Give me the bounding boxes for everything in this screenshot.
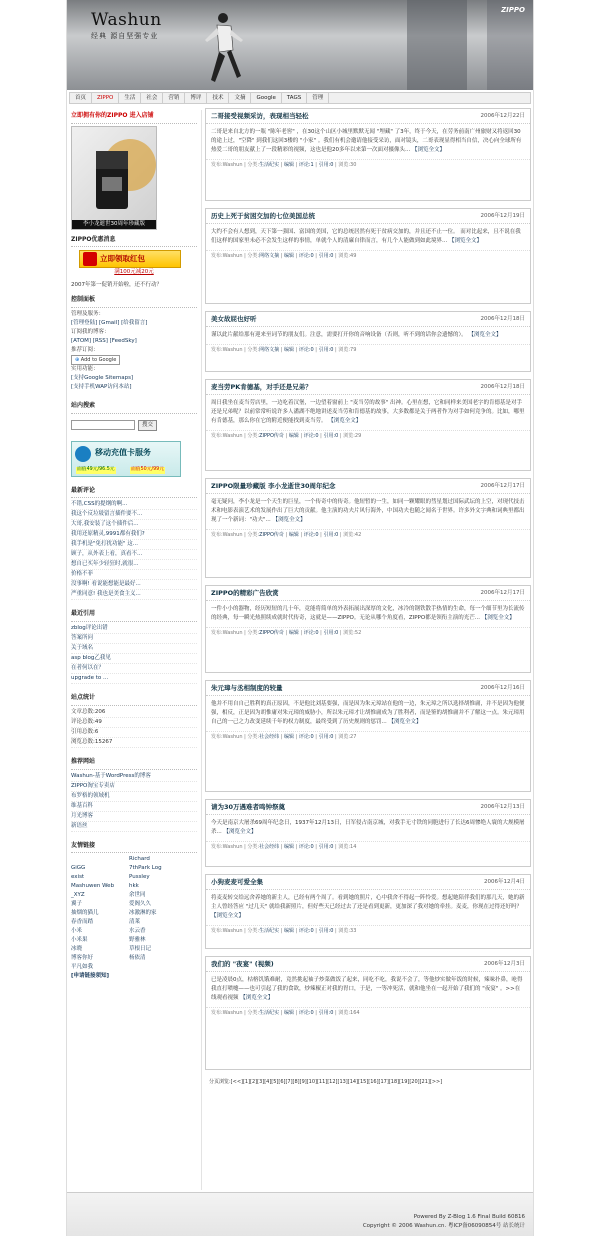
coupon-button-label: 立即领取红包 bbox=[100, 253, 145, 263]
post-comments-link[interactable]: 评论:0 bbox=[298, 1010, 314, 1017]
search-button[interactable]: 搜交 bbox=[138, 420, 157, 431]
post-trackback-link[interactable]: 引用:0 bbox=[323, 532, 339, 539]
friend-link[interactable]: 翼子 bbox=[71, 901, 83, 908]
comment-link[interactable]: 没事啊! 看说能想能是最好... bbox=[71, 580, 197, 590]
post-title[interactable]: 麦当劳PK肯德基，对手还是兄弟？ bbox=[211, 383, 312, 391]
post-category-link[interactable]: 生活纪实 bbox=[259, 162, 280, 169]
post-title[interactable]: ZIPPO限量珍藏版 李小龙逝世30周年纪念 bbox=[211, 482, 336, 490]
post-trackback-link[interactable]: 引用:0 bbox=[318, 734, 334, 741]
post-meta: 发布:Washun | 分类:ZIPPO传奇 | 编辑 | 评论:0 | 引用:0 | 浏览:52 bbox=[206, 627, 530, 639]
post-category-link[interactable]: 网络文摘 bbox=[259, 347, 280, 354]
post bbox=[205, 478, 531, 578]
nav-tags[interactable]: TAGS bbox=[282, 93, 307, 103]
control-label-admin: 管理及服务： bbox=[71, 311, 105, 318]
post-views: 浏览:29 bbox=[343, 433, 362, 440]
nav-tech[interactable]: 技术 bbox=[207, 93, 229, 103]
post-author: 发布:Washun bbox=[211, 844, 243, 851]
post-category-link[interactable]: 生活纪实 bbox=[259, 1010, 280, 1017]
read-more-link[interactable]: 【浏览全文】 bbox=[223, 829, 257, 836]
post-views: 浏览:79 bbox=[338, 347, 357, 354]
friend-link[interactable] bbox=[71, 855, 129, 864]
friend-link[interactable]: 爱阁久久 bbox=[129, 901, 152, 908]
post-excerpt: 今天是南京大屠杀69周年纪念日，1937年12月13日，日军侵占南京城，对我手无寸铁的同胞进行了长达6周惨绝人寰的大规模屠杀... bbox=[211, 820, 525, 836]
red-envelope-icon bbox=[83, 252, 97, 266]
google-plus-icon: ⊕ bbox=[75, 357, 80, 364]
post-date: 2006年12月18日 bbox=[480, 315, 525, 322]
post-comments-link[interactable]: 评论:1 bbox=[298, 162, 314, 169]
post-date: 2006年12月22日 bbox=[480, 112, 525, 119]
post-header bbox=[206, 479, 530, 494]
post-edit-link[interactable]: 编辑 bbox=[288, 630, 299, 637]
post-body bbox=[206, 224, 530, 248]
promo-title[interactable]: 立即拥有你的ZIPPO 进入店铺 bbox=[71, 110, 197, 124]
post-header bbox=[206, 109, 530, 124]
post-author: 发布:Washun bbox=[211, 1010, 243, 1017]
promo-image[interactable] bbox=[71, 126, 157, 230]
zippo-lighter-image bbox=[72, 127, 158, 231]
post bbox=[205, 585, 531, 673]
comment-link[interactable]: 想自已买年少轻狂时,就很... bbox=[71, 560, 197, 570]
post bbox=[205, 956, 531, 1070]
sitemap-link[interactable]: [支持Google Sitemaps] bbox=[71, 375, 134, 382]
friend-link[interactable]: 春香而踏 bbox=[71, 919, 94, 926]
post bbox=[205, 799, 531, 867]
friend-link[interactable]: 清莱 bbox=[129, 919, 141, 926]
comment-link[interactable]: 大哥,我安装了这个插件后... bbox=[71, 520, 197, 530]
friend-link[interactable]: 平凡如我 bbox=[71, 964, 94, 971]
post-comments-link[interactable]: 评论:0 bbox=[298, 253, 314, 260]
post-trackback-link[interactable]: 引用:0 bbox=[318, 928, 334, 935]
comment-link[interactable]: 不错,CSS的提纲的啊... bbox=[71, 500, 197, 510]
post-comments-link[interactable]: 评论:0 bbox=[303, 630, 319, 637]
post-category-link[interactable]: ZIPPO传奇 bbox=[259, 532, 284, 539]
site-slogan: 经典 源自坚强专业 bbox=[91, 32, 159, 40]
post-meta: 发布:Washun | 分类:ZIPPO传奇 | 编辑 | 评论:0 | 引用:0 | 浏览:29 bbox=[206, 430, 530, 442]
post-title[interactable]: 小狗麦麦可爱全集 bbox=[211, 878, 263, 886]
footer-powered: Powered By Z-Blog 1.6 Final Build 60816 bbox=[413, 1214, 525, 1220]
post-comments-link[interactable]: 评论:0 bbox=[303, 532, 319, 539]
post-header bbox=[206, 800, 530, 815]
add-to-google-label: Add to Google bbox=[80, 357, 117, 364]
post-header bbox=[206, 957, 530, 972]
trackback-link[interactable]: 答案所问 bbox=[71, 634, 197, 644]
stat-views: 浏览总数:15267 bbox=[71, 738, 197, 748]
search-title: 站内搜索 bbox=[71, 400, 197, 414]
post-author: 发布:Washun bbox=[211, 928, 243, 935]
read-more-link[interactable]: 【浏览全文】 bbox=[211, 913, 245, 920]
post-category-label: 分类: bbox=[247, 1010, 260, 1017]
post-author: 发布:Washun bbox=[211, 630, 243, 637]
mobile-topup-title: 移动充值卡服务 bbox=[95, 447, 151, 457]
post-title[interactable]: 我们的 "夜宴" (视频) bbox=[211, 960, 274, 968]
nav-blog-review[interactable]: 博评 bbox=[185, 93, 207, 103]
post-edit-link[interactable]: 编辑 bbox=[288, 532, 299, 539]
post-comments-link[interactable]: 评论:0 bbox=[303, 433, 319, 440]
column-divider bbox=[201, 110, 202, 1190]
trackback-link[interactable]: upgrade to ... bbox=[71, 674, 197, 684]
coupon-text: 2007年第一促销开始啦，还不行动？ bbox=[71, 282, 162, 289]
friend-link[interactable]: GiGG bbox=[71, 865, 86, 872]
post-trackback-link[interactable]: 引用:0 bbox=[323, 630, 339, 637]
post-category-label: 分类: bbox=[247, 734, 260, 741]
post-views: 浏览:164 bbox=[338, 1010, 360, 1017]
post-excerpt: 大约不会有人想到，天下第一强国、富国的美国，它的总统居然有死于贫病交加的，并且还不止一位。 而对比起来，且不说在我们这样的国家里未必不会发生这样的事情，单就个人的清廉自律而言，有几个人能做到如此境界... bbox=[211, 229, 521, 245]
post-trackback-link[interactable]: 引用:0 bbox=[318, 844, 334, 851]
coupon-button[interactable] bbox=[79, 250, 181, 268]
comment-link[interactable]: 我手机是"免打扰功能" 这... bbox=[71, 540, 197, 550]
nav-marketing[interactable]: 营销 bbox=[163, 93, 185, 103]
post-views: 浏览:49 bbox=[338, 253, 357, 260]
post-title[interactable]: ZIPPO的精彩广告欣赏 bbox=[211, 589, 279, 597]
nav-digest[interactable]: 文摘 bbox=[229, 93, 251, 103]
post-body bbox=[206, 696, 530, 729]
post-body bbox=[206, 601, 530, 625]
post bbox=[205, 208, 531, 304]
friend-link[interactable]: 小米 bbox=[71, 928, 83, 935]
post-category-label: 分类: bbox=[247, 433, 260, 440]
post-date: 2006年12月17日 bbox=[480, 589, 525, 596]
recommend-link[interactable]: 维基百科 bbox=[71, 802, 197, 812]
post-header bbox=[206, 380, 530, 395]
trackback-link[interactable]: zblog评论出错 bbox=[71, 624, 197, 634]
post-date: 2006年12月16日 bbox=[480, 684, 525, 691]
post-meta: 发布:Washun | 分类:网络文摘 | 编辑 | 评论:0 | 引用:0 | 浏览:49 bbox=[206, 250, 530, 262]
read-more-link[interactable]: 【浏览全文】 bbox=[328, 418, 362, 425]
control-feed-links[interactable]: [ATOM] [RSS] [FeedSky] bbox=[71, 338, 137, 345]
friend-link[interactable]: 草根日记 bbox=[129, 946, 152, 953]
post-title[interactable]: 美女故屁也好听 bbox=[211, 315, 257, 323]
post-comments-link[interactable]: 评论:0 bbox=[298, 734, 314, 741]
post-trackback-link[interactable]: 引用:0 bbox=[318, 1010, 334, 1017]
post-category-link[interactable]: 社会经纬 bbox=[259, 734, 280, 741]
trackback-link[interactable]: asp blog乙我见 bbox=[71, 654, 197, 664]
post-excerpt: 将麦麦转交给远舍养她的新主人，已经有两个周了。看到她的照片，心中我舍不得起一阵怜爱。想起她陪伴我们的那几天，她的新主人曾经答应 "过几天" 就给我新照片，但好些天已经过去了还是看到更新，更加深了我对她的牵挂。麦麦，你现在过得还好吗？ bbox=[211, 895, 525, 911]
post-list bbox=[205, 108, 531, 1087]
post-category-link[interactable]: ZIPPO传奇 bbox=[259, 433, 284, 440]
read-more-link[interactable]: 【浏览全文】 bbox=[449, 238, 483, 245]
coupon-note[interactable]: 满100元减20元 bbox=[114, 269, 154, 276]
recommend-link[interactable]: 布罗格的领域机 bbox=[71, 792, 197, 802]
footer bbox=[67, 1192, 533, 1236]
recommend-title: 推荐网站 bbox=[71, 756, 197, 770]
stat-posts: 文章总数:206 bbox=[71, 708, 197, 718]
header-banner bbox=[67, 0, 533, 90]
control-label-subscribe: 订阅我的博客： bbox=[71, 329, 110, 336]
post-category-label: 分类: bbox=[247, 162, 260, 169]
post bbox=[205, 108, 531, 201]
friend-link[interactable]: _XYZ bbox=[71, 892, 85, 899]
post-edit-link[interactable]: 编辑 bbox=[283, 347, 294, 354]
post-author: 发布:Washun bbox=[211, 734, 243, 741]
post-author: 发布:Washun bbox=[211, 347, 243, 354]
post-excerpt: 周日我坐在麦当劳店里，一边吃着汉堡，一边望着窗前上 "麦当劳的故事" 出神。心里在想，它和同样来美国老字的肯德基是对手还是兄弟呢？以前常常听说许多人潘湖不绝地讲述麦当劳和肯德基的故事，大多数都是关于两者作为对手如何竞争的。比如，哪里有肯德基，那么你在它的附近便能找到麦当劳。 bbox=[211, 400, 525, 425]
post-date: 2006年12月4日 bbox=[484, 878, 525, 885]
post-author: 发布:Washun bbox=[211, 433, 243, 440]
friend-link[interactable]: Pussley bbox=[129, 874, 150, 881]
read-more-link[interactable]: 【浏览全文】 bbox=[272, 517, 306, 524]
china-mobile-icon bbox=[75, 446, 91, 462]
friend-link[interactable]: 冰晓 bbox=[71, 946, 83, 953]
post-date: 2006年12月17日 bbox=[480, 482, 525, 489]
trackback-link[interactable]: 在者何以在？ bbox=[71, 664, 197, 674]
latest-comments-title: 最新评论 bbox=[71, 485, 197, 499]
post-header bbox=[206, 875, 530, 890]
post-header bbox=[206, 312, 530, 327]
post-excerpt: 他并不用自自己胜利的真正原因，不是他比刘基要强，而是因为朱元璋站在他的一边，朱元璋之所以选择胡惟庸，并不是因为他便强，相反，正是因为胡惟庸对朱元璋的威胁小，所以朱元璋才让胡惟庸成为了胜利者，而是鉴的胡惟庸并不了解这一点。朱元璋用自己的一己之力改变延续千年的权力制度，最终受到了历史规则的惩罚... bbox=[211, 701, 525, 726]
nav-life[interactable]: 生活 bbox=[119, 93, 141, 103]
comment-link[interactable]: 严重同意! 我也是美食主义... bbox=[71, 590, 197, 600]
friend-link[interactable]: 博客你好 bbox=[71, 955, 94, 962]
post-date: 2006年12月13日 bbox=[480, 803, 525, 810]
post-category-link[interactable]: 网络文摘 bbox=[259, 253, 280, 260]
read-more-link[interactable]: 【浏览全文】 bbox=[468, 332, 502, 339]
friend-link[interactable]: 小米果 bbox=[71, 937, 88, 944]
post-body bbox=[206, 890, 530, 923]
comment-link[interactable]: 顾子，从外表上看，真看不... bbox=[71, 550, 197, 560]
post-title[interactable]: 历史上死于贫困交加的七位美国总统 bbox=[211, 212, 315, 220]
post-excerpt: 一件小小的器物，经历短短的几十年，竟能将简单的外表拓展出深厚的文化，冰冷的钢铁散手热情的生命，每一个细节里为长流传的经典，每一瞬光热照续成就时代传奇，这就是——ZIPPO。无论从哪个角度看，ZIPPO都是领衔主演的光芒... bbox=[211, 606, 525, 622]
friend-link[interactable]: 野雅林 bbox=[129, 937, 146, 944]
friend-link[interactable]: 余世同 bbox=[129, 892, 146, 899]
main-nav bbox=[69, 92, 531, 104]
post-body bbox=[206, 124, 530, 157]
post-trackback-link[interactable]: 引用:0 bbox=[318, 162, 334, 169]
post-trackback-link[interactable]: 引用:0 bbox=[318, 347, 334, 354]
post-category-link[interactable]: 生活纪实 bbox=[259, 928, 280, 935]
post bbox=[205, 379, 531, 471]
post-title[interactable]: 二哥接受视频采访，表现相当轻松 bbox=[211, 112, 309, 120]
link-apply[interactable]: [申请链接须知] bbox=[71, 973, 110, 980]
post-views: 浏览:30 bbox=[338, 162, 357, 169]
friend-link[interactable]: Mashuwen Web bbox=[71, 883, 115, 890]
post-title[interactable]: 朱元璋与丞相制度的较量 bbox=[211, 684, 283, 692]
post-header bbox=[206, 586, 530, 601]
post-category-link[interactable]: 社会经纬 bbox=[259, 844, 280, 851]
post-views: 浏览:14 bbox=[338, 844, 357, 851]
friend-link[interactable]: 冰激淋的家 bbox=[129, 910, 157, 917]
wap-link[interactable]: [支持手机WAP访问本站] bbox=[71, 384, 132, 391]
search-input[interactable] bbox=[71, 420, 135, 430]
site-stats-title: 站点统计 bbox=[71, 692, 197, 706]
post-body bbox=[206, 972, 530, 1005]
post-views: 浏览:42 bbox=[343, 532, 362, 539]
control-panel-title: 控制面板 bbox=[71, 294, 197, 308]
recommend-link[interactable]: 月光博客 bbox=[71, 812, 197, 822]
post-category-label: 分类: bbox=[247, 630, 260, 637]
post bbox=[205, 680, 531, 792]
control-label-recommend: 推荐订阅： bbox=[71, 347, 99, 354]
post-excerpt: 二哥是来自北方的一瓶 "陈年老窖" ，在30这个山区小城里默默无闻 "埋藏" 了3年，终于今天，在劳务前南广州旅财又将返回30的途上过，"空降" 到我们这回3楼的 "小家" 。我们有机会邀请他接受采访，面对镜头，二哥表现显得相当自信，决心向全球所有热爱二哥的朋友献上了一段精彩的视频，这也是他20多年以来第一次面对摄像头... bbox=[211, 129, 522, 154]
nav-zippo[interactable]: ZIPPO bbox=[92, 93, 119, 103]
post-edit-link[interactable]: 编辑 bbox=[283, 928, 294, 935]
zippo-logo: ZIPPO bbox=[501, 6, 525, 14]
post-category-label: 分类: bbox=[247, 844, 260, 851]
post-meta: 发布:Washun | 分类:生活纪实 | 编辑 | 评论:0 | 引用:0 | 浏览:164 bbox=[206, 1007, 530, 1019]
post-edit-link[interactable]: 编辑 bbox=[283, 734, 294, 741]
post-date: 2006年12月3日 bbox=[484, 960, 525, 967]
post-meta: 发布:Washun | 分类:生活纪实 | 编辑 | 评论:1 | 引用:0 | 浏览:30 bbox=[206, 159, 530, 171]
post-meta: 发布:Washun | 分类:网络文摘 | 编辑 | 评论:0 | 引用:0 | 浏览:79 bbox=[206, 344, 530, 356]
post-trackback-link[interactable]: 引用:0 bbox=[323, 433, 339, 440]
read-more-link[interactable]: 【浏览全文】 bbox=[240, 995, 274, 1002]
page bbox=[66, 0, 534, 1236]
read-more-link[interactable]: 【浏览全文】 bbox=[388, 719, 422, 726]
nav-google[interactable]: Google bbox=[251, 93, 281, 103]
post-meta: 发布:Washun | 分类:生活纪实 | 编辑 | 评论:0 | 引用:0 | 浏览:33 bbox=[206, 925, 530, 937]
post-views: 浏览:33 bbox=[338, 928, 357, 935]
control-admin-links[interactable]: [管理登陆] [Gmail] [给我留言] bbox=[71, 320, 148, 327]
post-edit-link[interactable]: 编辑 bbox=[283, 1010, 294, 1017]
post-comments-link[interactable]: 评论:0 bbox=[298, 347, 314, 354]
post-comments-link[interactable]: 评论:0 bbox=[298, 844, 314, 851]
post-author: 发布:Washun bbox=[211, 162, 243, 169]
stat-comments: 评论总数:49 bbox=[71, 718, 197, 728]
site-logo[interactable]: Washun bbox=[91, 10, 162, 30]
post-excerpt: 已是凌晨0点，枯榕饥饿难耐，竟然挑起袖子炒菜做饭了起来，同吃不吃，我说不会了，等他炒实做年饭的时候，辣味扑鼻，呛得我直打喷嚏——也可引起了我的食欲，炒辣椒正对我的胃口，于是，一等冲死活，就和他坐在一起开始了我们的 "夜宴" 。>>在线观看视频 bbox=[211, 977, 523, 1002]
footer-copyright: Copyright © 2006 Washun.cn. 粤ICP备06090854号 站长统计 bbox=[362, 1223, 525, 1229]
control-label-tools: 实用功能： bbox=[71, 366, 99, 373]
post-views: 浏览:52 bbox=[343, 630, 362, 637]
post-edit-link[interactable]: 编辑 bbox=[283, 844, 294, 851]
recommend-link[interactable]: Washun-基于WordPress的博客 bbox=[71, 772, 197, 782]
post-views: 浏览:27 bbox=[338, 734, 357, 741]
friend-link[interactable]: 水云香 bbox=[129, 928, 146, 935]
post-body bbox=[206, 327, 530, 342]
trackbacks-title: 最近引用 bbox=[71, 608, 197, 622]
post-body bbox=[206, 494, 530, 527]
post-author: 发布:Washun bbox=[211, 253, 243, 260]
nav-admin[interactable]: 管理 bbox=[307, 93, 329, 103]
nav-society[interactable]: 社会 bbox=[141, 93, 163, 103]
post-body bbox=[206, 815, 530, 839]
post-date: 2006年12月18日 bbox=[480, 383, 525, 390]
post bbox=[205, 311, 531, 372]
comment-link[interactable]: 价格不菲 bbox=[71, 570, 197, 580]
post-category-label: 分类: bbox=[247, 928, 260, 935]
post-meta: 发布:Washun | 分类:社会经纬 | 编辑 | 评论:0 | 引用:0 | 浏览:14 bbox=[206, 841, 530, 853]
post-excerpt: 谨以此片献给那有迎来至词节的朋友们。注意，需要打开你的音响设备（否则，听不到的话你会遗憾的）。 bbox=[211, 332, 467, 339]
post-category-label: 分类: bbox=[247, 532, 260, 539]
runner-figure bbox=[197, 10, 247, 88]
trackback-link[interactable]: 关于域名 bbox=[71, 644, 197, 654]
post-edit-link[interactable]: 编辑 bbox=[283, 162, 294, 169]
mobile-price-2: 面值50元/99元 bbox=[131, 466, 165, 472]
mobile-price-1: 面值49元/96.5元 bbox=[77, 466, 115, 472]
promo-caption: 李小龙逝世30周年珍藏版 bbox=[72, 220, 156, 229]
post-comments-link[interactable]: 评论:0 bbox=[298, 928, 314, 935]
friend-links-title: 友情链接 bbox=[71, 840, 197, 854]
friend-link[interactable]: 7thPark Log bbox=[129, 865, 162, 872]
post-meta: 发布:Washun | 分类:ZIPPO传奇 | 编辑 | 评论:0 | 引用:0 | 浏览:42 bbox=[206, 529, 530, 541]
pagination[interactable]: 分页浏览:[<<][1][2][3][4][5][6][7][8][9][10][11][12][13][14][15][16][17][18][19][20][21][>>] bbox=[209, 1079, 443, 1085]
stat-trackbacks: 引用总数:6 bbox=[71, 728, 197, 738]
post-edit-link[interactable]: 编辑 bbox=[288, 433, 299, 440]
post-category-link[interactable]: ZIPPO传奇 bbox=[259, 630, 284, 637]
recommend-link[interactable]: 新语丝 bbox=[71, 822, 197, 832]
comment-link[interactable]: 我用还原精灵,9991都有我们? bbox=[71, 530, 197, 540]
comment-link[interactable]: 我这个反垃圾留言插件要不... bbox=[71, 510, 197, 520]
friend-link[interactable]: hkk bbox=[129, 883, 139, 890]
sidebar bbox=[71, 110, 197, 985]
recommend-link[interactable]: ZIPPO淘宝专卖店 bbox=[71, 782, 197, 792]
friend-link[interactable]: 抽烟的猫儿 bbox=[71, 910, 99, 917]
friend-link[interactable]: exist bbox=[71, 874, 85, 881]
coupon-title: ZIPPO优惠消息 bbox=[71, 234, 197, 248]
read-more-link[interactable]: 【浏览全文】 bbox=[481, 615, 515, 622]
add-to-google-button[interactable] bbox=[71, 355, 120, 365]
post-author: 发布:Washun bbox=[211, 532, 243, 539]
post-excerpt: 毫无疑问，李小龙是一个天生的巨星，一个传奇中的传奇。他短暂的一生，如同一颗耀眼的彗星划过国际武坛的上空，对现代技击术和电影表演艺术的发展作出了巨大的贡献。他主演的功夫片风行海外，中国功夫也随之闻名于世界。许多外文字典和词典里都出现了一个新词："功夫"... bbox=[211, 499, 525, 524]
mobile-topup-banner[interactable] bbox=[71, 441, 181, 477]
friend-links-grid: Richard GiGG 7thPark Log exist Pussley Mashuwen Web hkk _XYZ 余世同 翼子 爱阁久久 抽烟的猫儿 冰激淋的家 春香而踏 清莱 小米 水云香 小米果 野雅林 冰晓 草根日记 博客你好 杨依清 平凡如我 bbox=[71, 855, 197, 972]
post-header bbox=[206, 209, 530, 224]
post-date: 2006年12月19日 bbox=[480, 212, 525, 219]
post-title[interactable]: 请为30万遇难者鸣钟祭奠 bbox=[211, 803, 286, 811]
post-category-label: 分类: bbox=[247, 253, 260, 260]
post-trackback-link[interactable]: 引用:0 bbox=[318, 253, 334, 260]
post-body bbox=[206, 395, 530, 428]
post-header bbox=[206, 681, 530, 696]
post-category-label: 分类: bbox=[247, 347, 260, 354]
post-edit-link[interactable]: 编辑 bbox=[283, 253, 294, 260]
friend-link[interactable]: 杨依清 bbox=[129, 955, 146, 962]
post bbox=[205, 874, 531, 949]
post-meta: 发布:Washun | 分类:社会经纬 | 编辑 | 评论:0 | 引用:0 | 浏览:27 bbox=[206, 731, 530, 743]
nav-home[interactable]: 首页 bbox=[70, 93, 92, 103]
read-more-link[interactable]: 【浏览全文】 bbox=[412, 147, 446, 154]
